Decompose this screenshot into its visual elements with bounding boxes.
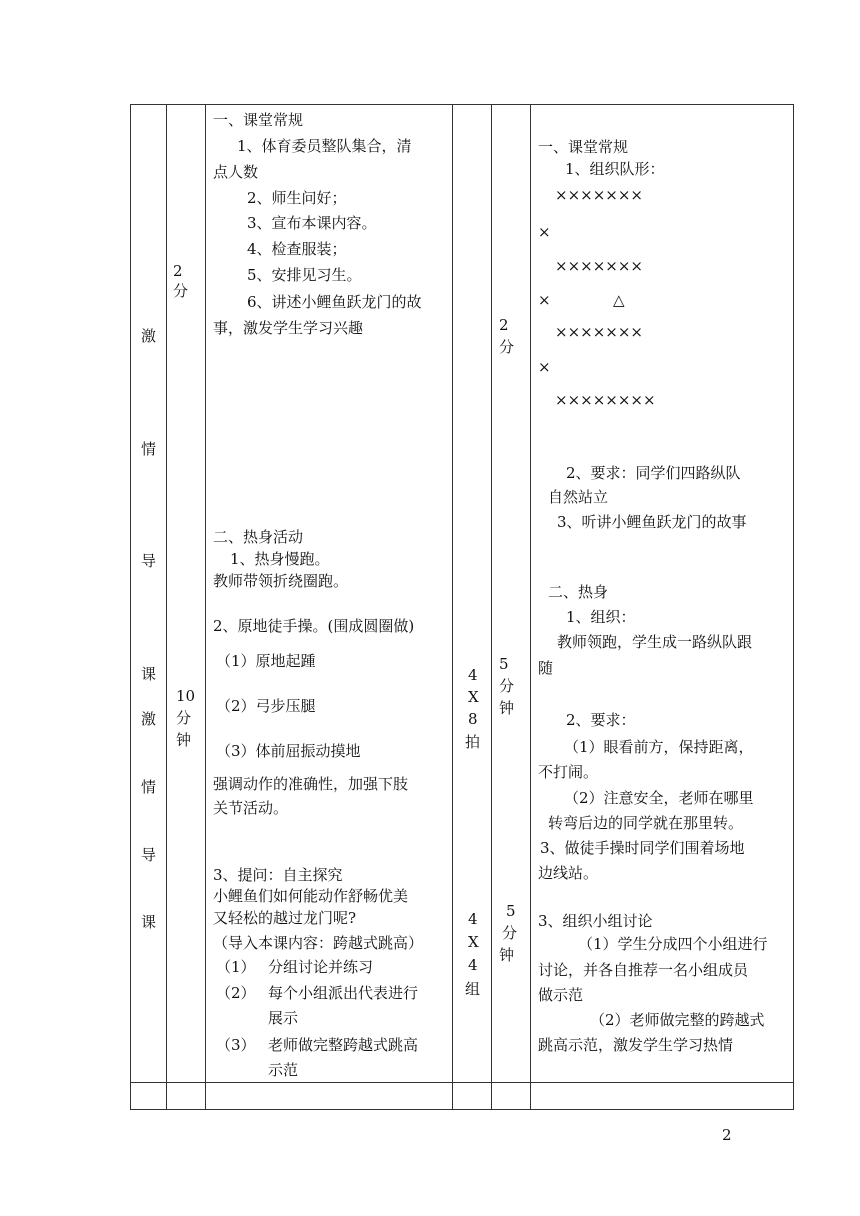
organization-line: 2、要求：同学们四路纵队 (566, 464, 741, 482)
content-line: （1）原地起踵 (216, 652, 316, 670)
duration-value: 分 (499, 677, 515, 695)
table-divider (491, 104, 492, 1110)
teacher-marker: △ (613, 291, 625, 309)
content-line: 分组讨论并练习 (268, 958, 374, 976)
content-line: 示范 (268, 1061, 299, 1079)
table-divider (130, 1082, 794, 1083)
stage-char: 课 (141, 913, 157, 931)
organization-line: 跳高示范，激发学生学习热情 (538, 1036, 734, 1054)
content-line: （2）弓步压腿 (216, 697, 316, 715)
organization-line: 3、组织小组讨论 (538, 912, 653, 930)
content-line: 每个小组派出代表进行 (268, 984, 419, 1002)
content-line: 点人数 (213, 163, 259, 181)
content-line: 2、原地徒手操。(围成圆圈做) (213, 617, 415, 635)
duration-value: 5 (506, 902, 516, 920)
organization-line: 二、热身 (548, 583, 609, 601)
table-divider (205, 104, 206, 1110)
content-line: 强调动作的准确性，加强下肢 (213, 775, 409, 793)
reps-value: 8 (468, 710, 478, 728)
stage-char: 激 (141, 327, 157, 345)
table-divider (530, 104, 531, 1110)
duration-value: 5 (499, 655, 509, 673)
organization-line: 讨论，并各自推荐一名小组成员 (538, 961, 749, 979)
organization-line: （2）注意安全，老师在哪里 (564, 789, 754, 807)
content-line: 4、检查服装； (247, 240, 347, 258)
time-value: 钟 (176, 731, 192, 749)
organization-line: 做示范 (538, 986, 584, 1004)
organization-line: 3、听讲小鲤鱼跃龙门的故事 (557, 513, 747, 531)
content-line: 1、体育委员整队集合，清 (237, 137, 412, 155)
formation-row: ××××××× (555, 186, 643, 204)
organization-line: （1）学生分成四个小组进行 (578, 935, 768, 953)
organization-line: 自然站立 (548, 488, 609, 506)
stage-char: 课 (141, 665, 157, 683)
organization-line: 1、组织队形： (565, 160, 665, 178)
stage-char: 导 (141, 552, 157, 570)
organization-line: 不打闹。 (538, 763, 599, 781)
stage-char: 情 (141, 778, 157, 796)
formation-row: ××××××× (555, 257, 643, 275)
time-value: 分 (176, 709, 192, 727)
duration-value: 2 (499, 316, 509, 334)
content-line: 老师做完整跨越式跳高 (268, 1036, 419, 1054)
content-line: 2、师生问好； (247, 189, 347, 207)
organization-line: 一、课堂常规 (538, 138, 629, 156)
formation-row: ×××××××× (555, 391, 656, 409)
reps-value: 组 (465, 980, 481, 998)
content-line: 二、热身活动 (213, 528, 304, 546)
content-line: 5、安排见习生。 (247, 266, 362, 284)
reps-value: 拍 (465, 733, 481, 751)
time-value: 分 (173, 282, 189, 300)
formation-row: × (538, 223, 551, 241)
content-line: 展示 (268, 1009, 299, 1027)
organization-line: （1）眼看前方，保持距离， (564, 738, 754, 756)
content-line: 关节活动。 (213, 799, 289, 817)
organization-line: （2）老师做完整的跨越式 (590, 1011, 765, 1029)
duration-value: 分 (502, 924, 518, 942)
content-line: （1） (216, 958, 256, 976)
time-value: 10 (176, 687, 196, 705)
organization-line: 转弯后边的同学就在那里转。 (548, 814, 744, 832)
organization-line: 边线站。 (538, 864, 599, 882)
content-line: 又轻松的越过龙门呢? (213, 909, 357, 927)
content-line: （3）体前屈振动摸地 (216, 742, 361, 760)
table-divider (452, 104, 453, 1110)
formation-row: ××××××× (555, 323, 643, 341)
organization-line: 2、要求： (566, 711, 636, 729)
organization-line: 3、做徒手操时同学们围着场地 (540, 839, 745, 857)
stage-char: 情 (141, 440, 157, 458)
reps-value: 4 (468, 666, 478, 684)
time-value: 2 (173, 262, 183, 280)
duration-value: 分 (499, 338, 515, 356)
content-line: 小鲤鱼们如何能动作舒畅优美 (213, 887, 409, 905)
organization-line: 1、组织： (566, 608, 636, 626)
formation-row: × (538, 291, 551, 309)
content-line: 6、讲述小鲤鱼跃龙门的故 (247, 293, 422, 311)
table-divider (166, 104, 167, 1110)
content-line: 一、课堂常规 (213, 111, 304, 129)
formation-row: × (538, 358, 551, 376)
organization-line: 教师领跑，学生成一路纵队跟 (557, 633, 753, 651)
content-line: （导入本课内容：跨越式跳高） (213, 934, 424, 952)
reps-value: 4 (468, 910, 478, 928)
page-number: 2 (722, 1126, 732, 1144)
content-line: 3、提问：自主探究 (213, 866, 343, 884)
content-line: 教师带领折绕圈跑。 (213, 572, 349, 590)
organization-line: 随 (538, 659, 554, 677)
reps-value: X (468, 933, 479, 951)
content-line: （3） (216, 1036, 256, 1054)
duration-value: 钟 (499, 946, 515, 964)
content-line: （2） (216, 984, 256, 1002)
reps-value: X (468, 688, 479, 706)
content-line: 事，激发学生学习兴趣 (213, 319, 364, 337)
stage-char: 导 (141, 846, 157, 864)
duration-value: 钟 (499, 699, 515, 717)
reps-value: 4 (468, 956, 478, 974)
content-line: 1、热身慢跑。 (230, 550, 330, 568)
stage-char: 激 (141, 710, 157, 728)
content-line: 3、宣布本课内容。 (247, 214, 377, 232)
